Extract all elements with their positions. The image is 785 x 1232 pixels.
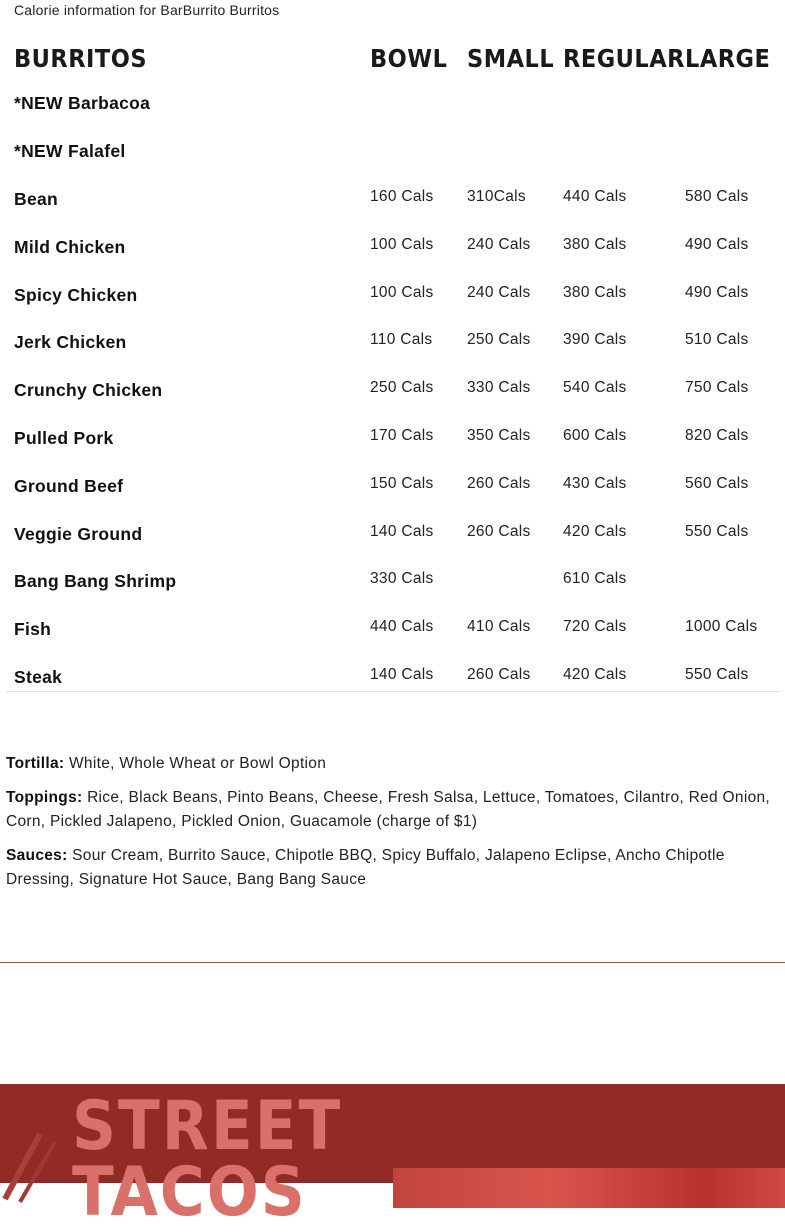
large-calories: 490 Cals [684,235,749,253]
table-row [14,367,785,415]
bowl-calories: 140 Cals [370,522,434,540]
bowl-calories: 150 Cals [370,474,434,492]
toppings-text: Rice, Black Beans, Pinto Beans, Cheese, Fresh Salsa, Lettuce, Tomatoes, Cilantro, Red Onion, Corn, Pickled Jalapeno, Pickled Onion, Guacamole (charge of $1) [6,789,771,830]
tortilla-label: Tortilla: [6,755,65,772]
table-header-row [14,36,785,80]
promo-food-image [393,1168,785,1208]
burrito-name: Crunchy Chicken [14,380,163,401]
large-calories [685,80,785,128]
bowl-calories: 100 Cals [370,283,434,301]
small-calories: 350 Cals [467,426,531,444]
table-row [14,271,785,319]
street-tacos-banner[interactable] [0,1084,785,1232]
regular-calories: 420 Cals [563,665,627,683]
large-calories: 750 Cals [684,379,749,397]
burrito-name: Jerk Chicken [14,332,127,353]
calorie-table [14,36,785,701]
small-calories: 260 Cals [467,665,531,683]
burrito-name: Fish [14,619,52,640]
regular-calories [563,80,685,128]
small-calories [467,80,563,128]
page-caption: Calorie information for BarBurrito Burritos [14,2,280,18]
large-calories: 550 Cals [684,665,749,683]
bowl-calories: 160 Cals [370,187,434,205]
promo-title-line1: STREET [72,1087,343,1166]
large-calories: 580 Cals [684,187,749,205]
regular-calories: 540 Cals [563,379,627,397]
large-calories [685,128,785,176]
sauces-label: Sauces: [6,847,68,864]
header-burritos: BURRITOS [14,43,148,73]
sauces-info [6,844,776,892]
table-row [14,223,785,271]
small-calories: 240 Cals [467,283,531,301]
burrito-name: *NEW Falafel [14,141,126,162]
small-calories: 250 Cals [467,331,531,349]
large-calories: 490 Cals [684,283,749,301]
bowl-calories [370,80,467,128]
regular-calories: 390 Cals [563,331,627,349]
bowl-calories: 440 Cals [370,618,434,636]
small-calories: 310Cals [467,187,526,205]
toppings-label: Toppings: [6,789,83,806]
small-calories: 240 Cals [467,235,531,253]
table-row [14,319,785,367]
table-row [14,510,785,558]
bowl-calories: 170 Cals [370,426,434,444]
small-calories: 410 Cals [467,618,531,636]
burrito-name: *NEW Barbacoa [14,93,151,114]
tortilla-info [6,752,776,776]
burrito-name: Spicy Chicken [14,284,138,305]
table-row [14,128,785,176]
promo-title-line2: TACOS [72,1153,307,1232]
large-calories: 510 Cals [684,331,749,349]
promo-title [72,1087,343,1232]
burrito-name: Bean [14,188,58,209]
small-calories [467,558,563,606]
small-calories: 260 Cals [467,474,531,492]
header-large: LARGE [684,43,771,73]
bowl-calories [370,128,467,176]
table-row [14,462,785,510]
section-divider [6,691,779,692]
regular-calories: 380 Cals [563,235,627,253]
small-calories: 330 Cals [467,379,531,397]
large-calories: 820 Cals [684,426,749,444]
bowl-calories: 110 Cals [370,331,433,349]
regular-calories: 440 Cals [563,187,627,205]
burrito-name: Ground Beef [14,475,124,496]
header-regular: REGULAR [563,43,685,73]
regular-calories [563,128,685,176]
regular-calories: 610 Cals [563,570,627,588]
bowl-calories: 140 Cals [370,665,434,683]
regular-calories: 420 Cals [563,522,627,540]
small-calories: 260 Cals [467,522,531,540]
bowl-calories: 330 Cals [370,570,434,588]
burrito-name: Bang Bang Shrimp [14,571,177,592]
section-rule [0,962,785,963]
regular-calories: 380 Cals [563,283,627,301]
table-row [14,558,785,606]
regular-calories: 600 Cals [563,426,627,444]
burrito-name: Mild Chicken [14,236,126,257]
toppings-info [6,786,776,834]
bowl-calories: 100 Cals [370,235,434,253]
large-calories: 1000 Cals [684,618,758,636]
table-row [14,606,785,654]
decorative-brush-icon [0,1124,60,1204]
burrito-name: Veggie Ground [14,523,143,544]
small-calories [467,128,563,176]
large-calories: 550 Cals [684,522,749,540]
table-row [14,415,785,463]
regular-calories: 430 Cals [563,474,627,492]
table-row [14,654,785,702]
header-bowl: BOWL [370,43,448,73]
sauces-text: Sour Cream, Burrito Sauce, Chipotle BBQ, Spicy Buffalo, Jalapeno Eclipse, Ancho Chipotle Dressing, Signature Hot Sauce, Bang Bang Sauce [6,847,725,888]
burrito-name: Steak [14,666,63,687]
header-small: SMALL [467,43,555,73]
options-info [6,752,776,902]
bowl-calories: 250 Cals [370,379,434,397]
regular-calories: 720 Cals [563,618,627,636]
large-calories [685,558,785,606]
burrito-name: Pulled Pork [14,427,114,448]
large-calories: 560 Cals [684,474,749,492]
table-row [14,176,785,224]
tortilla-text: White, Whole Wheat or Bowl Option [69,755,327,772]
table-row [14,80,785,128]
